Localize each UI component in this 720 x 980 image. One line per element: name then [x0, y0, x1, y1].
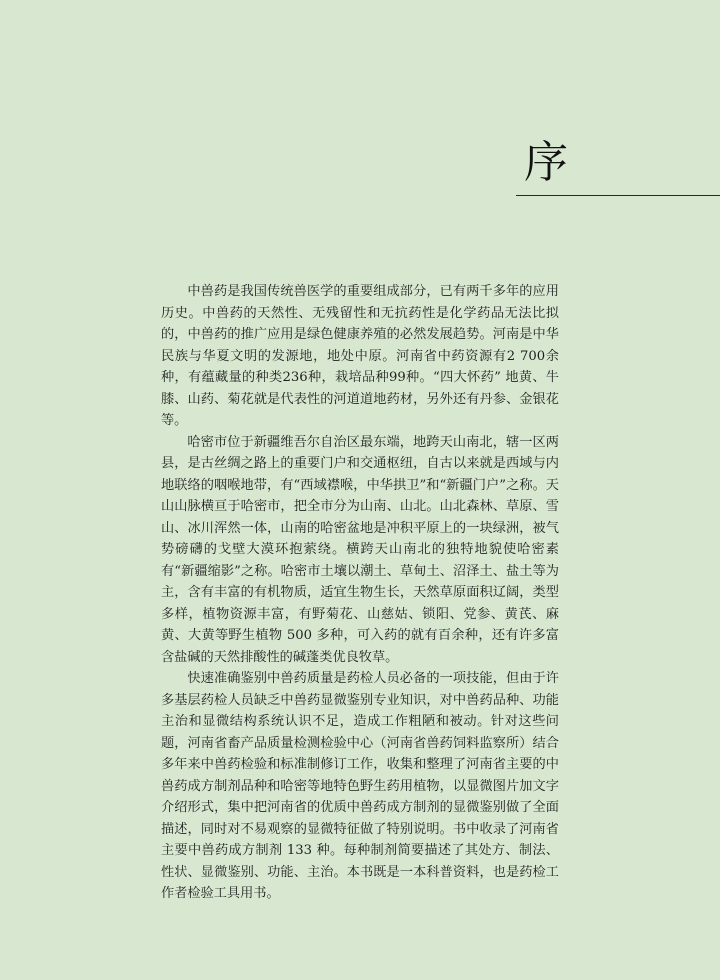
paragraph-2: 哈密市位于新疆维吾尔自治区最东端，地跨天山南北，辖一区两县，是古丝绸之路上的重要门户和交通枢纽，自古以来就是西域与内地联络的咽喉地带，有“西域襟喉，中华拱卫”和“新疆门户”之称。天山山脉横亘于哈密市，把全市分为山南、山北。山北森林、草原、雪山、冰川浑然一体，山南的哈密盆地是冲积平原上的一块绿洲，被气势磅礴的戈壁大漠环抱萦绕。横跨天山南北的独特地貌使哈密素有“新疆缩影”之称。哈密市土壤以潮土、草甸土、沼泽土、盐土等为主，含有丰富的有机物质，适宜生物生长，天然草原面积辽阔，类型多样，植物资源丰富，有野菊花、山慈姑、锁阳、党参、黄芪、麻黄、大黄等野生植物 500 多种，可入药的就有百余种，还有许多富含盐碱的天然排酸性的碱蓬类优良牧草。 — [161, 434, 559, 665]
page-title: 序 — [524, 137, 568, 188]
title-underline — [516, 195, 720, 196]
preface-body — [161, 281, 559, 905]
paragraph-1: 中兽药是我国传统兽医学的重要组成部分，已有两千多年的应用历史。中兽药的天然性、无残留性和无抗药性是化学药品无法比拟的，中兽药的推广应用是绿色健康养殖的必然发展趋势。河南是中华民族与华夏文明的发源地，地处中原。河南省中药资源有2 700余种，有蕴藏量的种类236种，栽培品种99种。“四大怀药” 地黄、牛膝、山药、菊花就是代表性的河道道地药材，另外还有丹参、金银花等。 — [161, 284, 559, 428]
paragraph-3: 快速准确鉴别中兽药质量是药检人员必备的一项技能，但由于许多基层药检人员缺乏中兽药显微鉴别专业知识，对中兽药品种、功能主治和显微结构系统认识不足，造成工作粗陋和被动。针对这些问题，河南省畜产品质量检测检验中心（河南省兽药饲料监察所）结合多年来中兽药检验和标准制修订工作，收集和整理了河南省主要的中兽药成方制剂品种和哈密等地特色野生药用植物，以显微图片加文字介绍形式，集中把河南省的优质中兽药成方制剂的显微鉴别做了全面描述，同时对不易观察的显微特征做了特别说明。书中收录了河南省主要中兽药成方制剂 133 种。每种制剂简要描述了其处方、制法、性状、显微鉴别、功能、主治。本书既是一本科普资料，也是药检工作者检验工具用书。 — [161, 671, 559, 901]
